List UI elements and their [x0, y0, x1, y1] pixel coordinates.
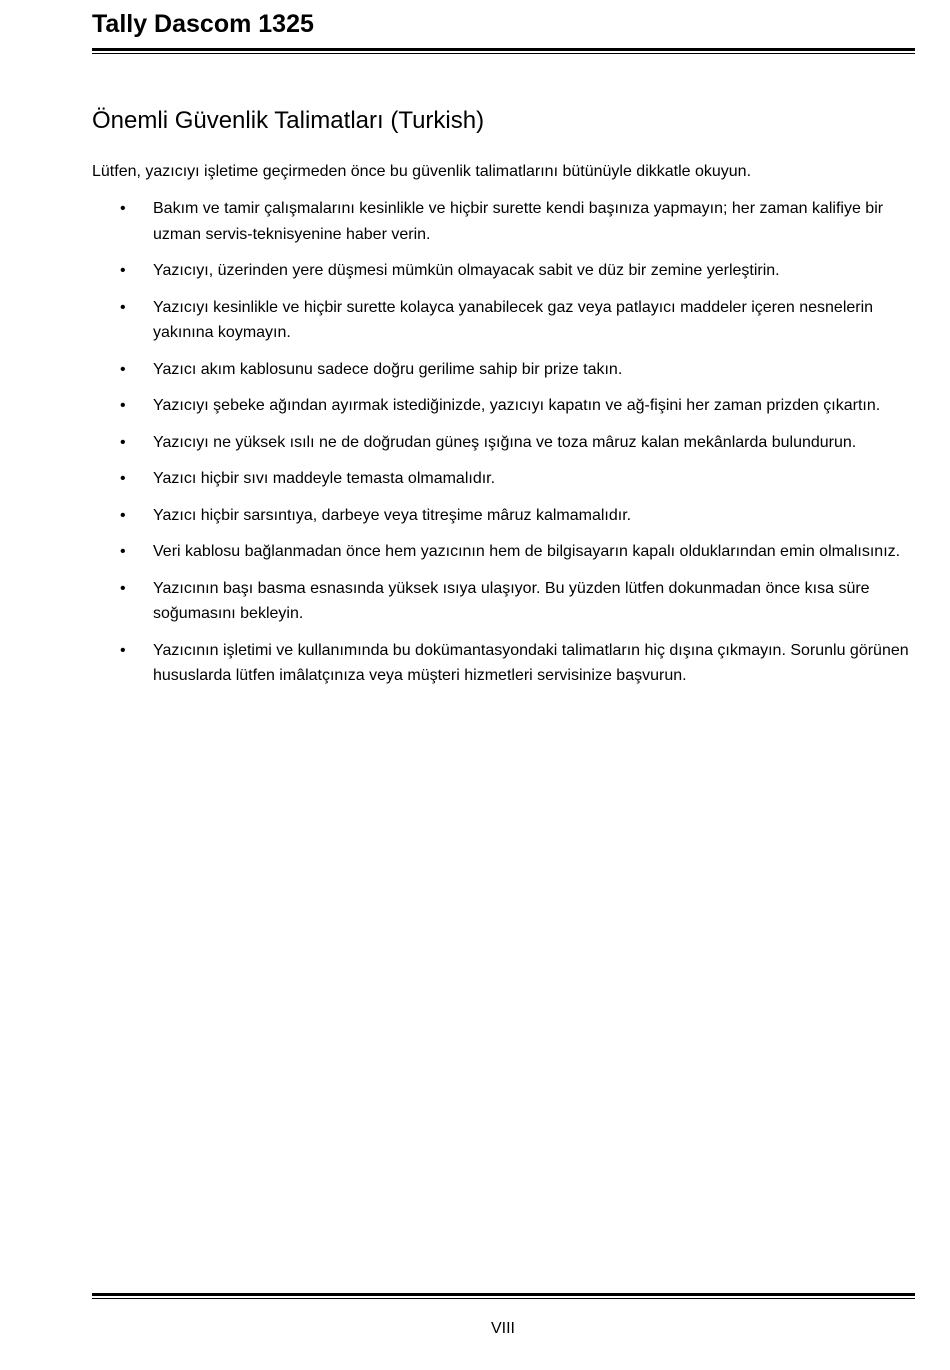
page-number: VIII — [490, 1320, 515, 1337]
list-item — [92, 258, 915, 284]
list-item-text: Yazıcının başı basma esnasında yüksek ısıya ulaşıyor. Bu yüzden lütfen dokunmadan önce kısa süre soğumasını bekleyin. — [153, 579, 870, 622]
list-item — [92, 295, 915, 346]
list-item — [92, 430, 915, 456]
list-item-text: Yazıcı hiçbir sarsıntıya, darbeye veya titreşime mâruz kalmamalıdır. — [153, 506, 632, 524]
bullet-icon: • — [120, 433, 126, 451]
bullet-icon: • — [120, 262, 126, 279]
list-item — [92, 357, 915, 383]
intro-paragraph: Lütfen, yazıcıyı işletime geçirmeden önce bu güvenlik talimatlarını bütünüyle dikkatle okuyun. — [92, 163, 752, 180]
list-item — [92, 196, 915, 247]
list-item-text: Bakım ve tamir çalışmalarını kesinlikle ve hiçbir surette kendi başınıza yapmayın; her zaman kalifiye bir uzman servis-teknisyenine haber verin. — [153, 200, 884, 243]
header-rule-thin — [92, 53, 915, 54]
bullet-icon: • — [120, 200, 126, 217]
header-rule-thick — [92, 48, 915, 51]
list-item-text: Yazıcının işletimi ve kullanımında bu dokümantasyondaki talimatların hiç dışına çıkmayın. Sorunlu görünen hususlarda lütfen imâlatçınıza veya müşteri hizmetleri servisinize başvurun. — [153, 641, 909, 684]
list-item — [92, 576, 915, 627]
bullet-icon: • — [120, 543, 126, 560]
bullet-icon: • — [120, 641, 126, 659]
bullet-icon: • — [120, 506, 126, 524]
list-item — [92, 539, 915, 565]
list-item — [92, 638, 915, 689]
bullet-icon: • — [120, 470, 126, 487]
list-item-text: Veri kablosu bağlanmadan önce hem yazıcının hem de bilgisayarın kapalı olduklarından emin olmalısınız. — [153, 543, 901, 560]
bullet-icon: • — [120, 360, 126, 378]
list-item — [92, 466, 915, 492]
document-header-title: Tally Dascom 1325 — [92, 10, 314, 38]
bullet-icon: • — [120, 397, 126, 414]
bullet-icon: • — [120, 298, 126, 316]
list-item — [92, 503, 915, 529]
list-item-text: Yazıcı akım kablosunu sadece doğru gerilime sahip bir prize takın. — [153, 360, 623, 378]
section-heading: Önemli Güvenlik Talimatları (Turkish) — [92, 107, 485, 134]
footer-rule-thick — [92, 1293, 915, 1296]
list-item-text: Yazıcıyı şebeke ağından ayırmak istediğinizde, yazıcıyı kapatın ve ağ-fişini her zaman prizden çıkartın. — [153, 397, 881, 414]
bullet-icon: • — [120, 579, 126, 597]
list-item-text: Yazıcıyı ne yüksek ısılı ne de doğrudan güneş ışığına ve toza mâruz kalan mekânlarda bulundurun. — [153, 433, 857, 451]
safety-instructions-list — [92, 196, 915, 700]
list-item-text: Yazıcı hiçbir sıvı maddeyle temasta olmamalıdır. — [153, 470, 496, 487]
footer-rule-thin — [92, 1298, 915, 1299]
list-item-text: Yazıcıyı kesinlikle ve hiçbir surette kolayca yanabilecek gaz veya patlayıcı maddeler içeren nesnelerin yakınına koymayın. — [153, 298, 874, 341]
list-item — [92, 393, 915, 419]
list-item-text: Yazıcıyı, üzerinden yere düşmesi mümkün olmayacak sabit ve düz bir zemine yerleştirin. — [153, 262, 780, 279]
